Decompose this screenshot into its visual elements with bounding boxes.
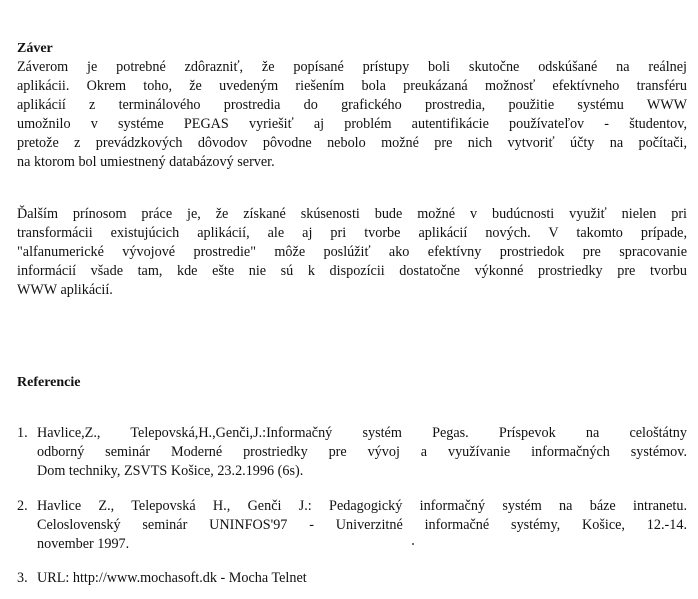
conclusion-heading: Záver bbox=[17, 41, 53, 56]
reference-number: 1. bbox=[17, 425, 28, 441]
paragraph-line: Ďalším prínosom práce je, že získané skúsenosti bude možné v budúcnosti využiť nielen pri bbox=[17, 206, 687, 222]
paragraph-line: informácií všade tam, kde ešte nie sú k dispozícii dostatočne výkonné prostriedky pre tvorbu bbox=[17, 263, 687, 279]
paragraph-line: transformácii existujúcich aplikácií, ale aj pri tvorbe aplikácií nových. V takomto prípade, bbox=[17, 225, 687, 241]
reference-text bbox=[37, 569, 687, 588]
reference-line: odborný seminár Moderné prostriedky pre vývoj a využívanie informačných systémov. bbox=[37, 444, 687, 460]
reference-text bbox=[37, 424, 687, 481]
reference-line: URL: http://www.mochasoft.dk - Mocha Telnet bbox=[37, 570, 307, 586]
paragraph-line: "alfanumerické vývojové prostredie" môže poslúžiť ako efektívny prostriedok pre spracovanie bbox=[17, 244, 687, 260]
reference-line: Dom techniky, ZSVTS Košice, 23.2.1996 (6s). bbox=[37, 463, 304, 479]
reference-number: 2. bbox=[17, 498, 28, 514]
reference-text bbox=[37, 497, 687, 554]
paragraph-line: pretože z prevádzkových dôvodov pôvodne nebolo možné pre nich vytvoriť účty na počítači, bbox=[17, 135, 687, 151]
paragraph-line: umožnilo v systéme PEGAS vyriešiť aj problém autentifikácie používateľov - študentov, bbox=[17, 116, 687, 132]
conclusion-paragraph-1 bbox=[17, 58, 687, 172]
paragraph-line: na ktorom bol umiestnený databázový server. bbox=[17, 154, 275, 170]
reference-number: 3. bbox=[17, 570, 28, 586]
reference-line: Havlice Z., Telepovská H., Genči J.: Pedagogický informačný systém na báze intranetu. bbox=[37, 498, 687, 514]
reference-line: Havlice,Z., Telepovská,H.,Genči,J.:Informačný systém Pegas. Príspevok na celoštátny bbox=[37, 425, 687, 441]
references-heading: Referencie bbox=[17, 375, 81, 390]
paragraph-line: aplikácii. Okrem toho, že uvedeným riešením bola preukázaná možnosť efektívneho transféru bbox=[17, 78, 687, 94]
paragraph-line: Záverom je potrebné zdôrazniť, že popísané prístupy boli skutočne odskúšané na reálnej bbox=[17, 59, 687, 75]
reference-line: Celoslovenský seminár UNINFOS'97 - Univerzitné informačné systémy, Košice, 12.-14. bbox=[37, 517, 687, 533]
paragraph-line: WWW aplikácií. bbox=[17, 282, 113, 298]
scan-speck bbox=[412, 543, 414, 545]
conclusion-paragraph-2 bbox=[17, 205, 687, 300]
reference-line: november 1997. bbox=[37, 536, 130, 552]
paragraph-line: aplikácií z terminálového prostredia do grafického prostredia, použitie systému WWW bbox=[17, 97, 687, 113]
